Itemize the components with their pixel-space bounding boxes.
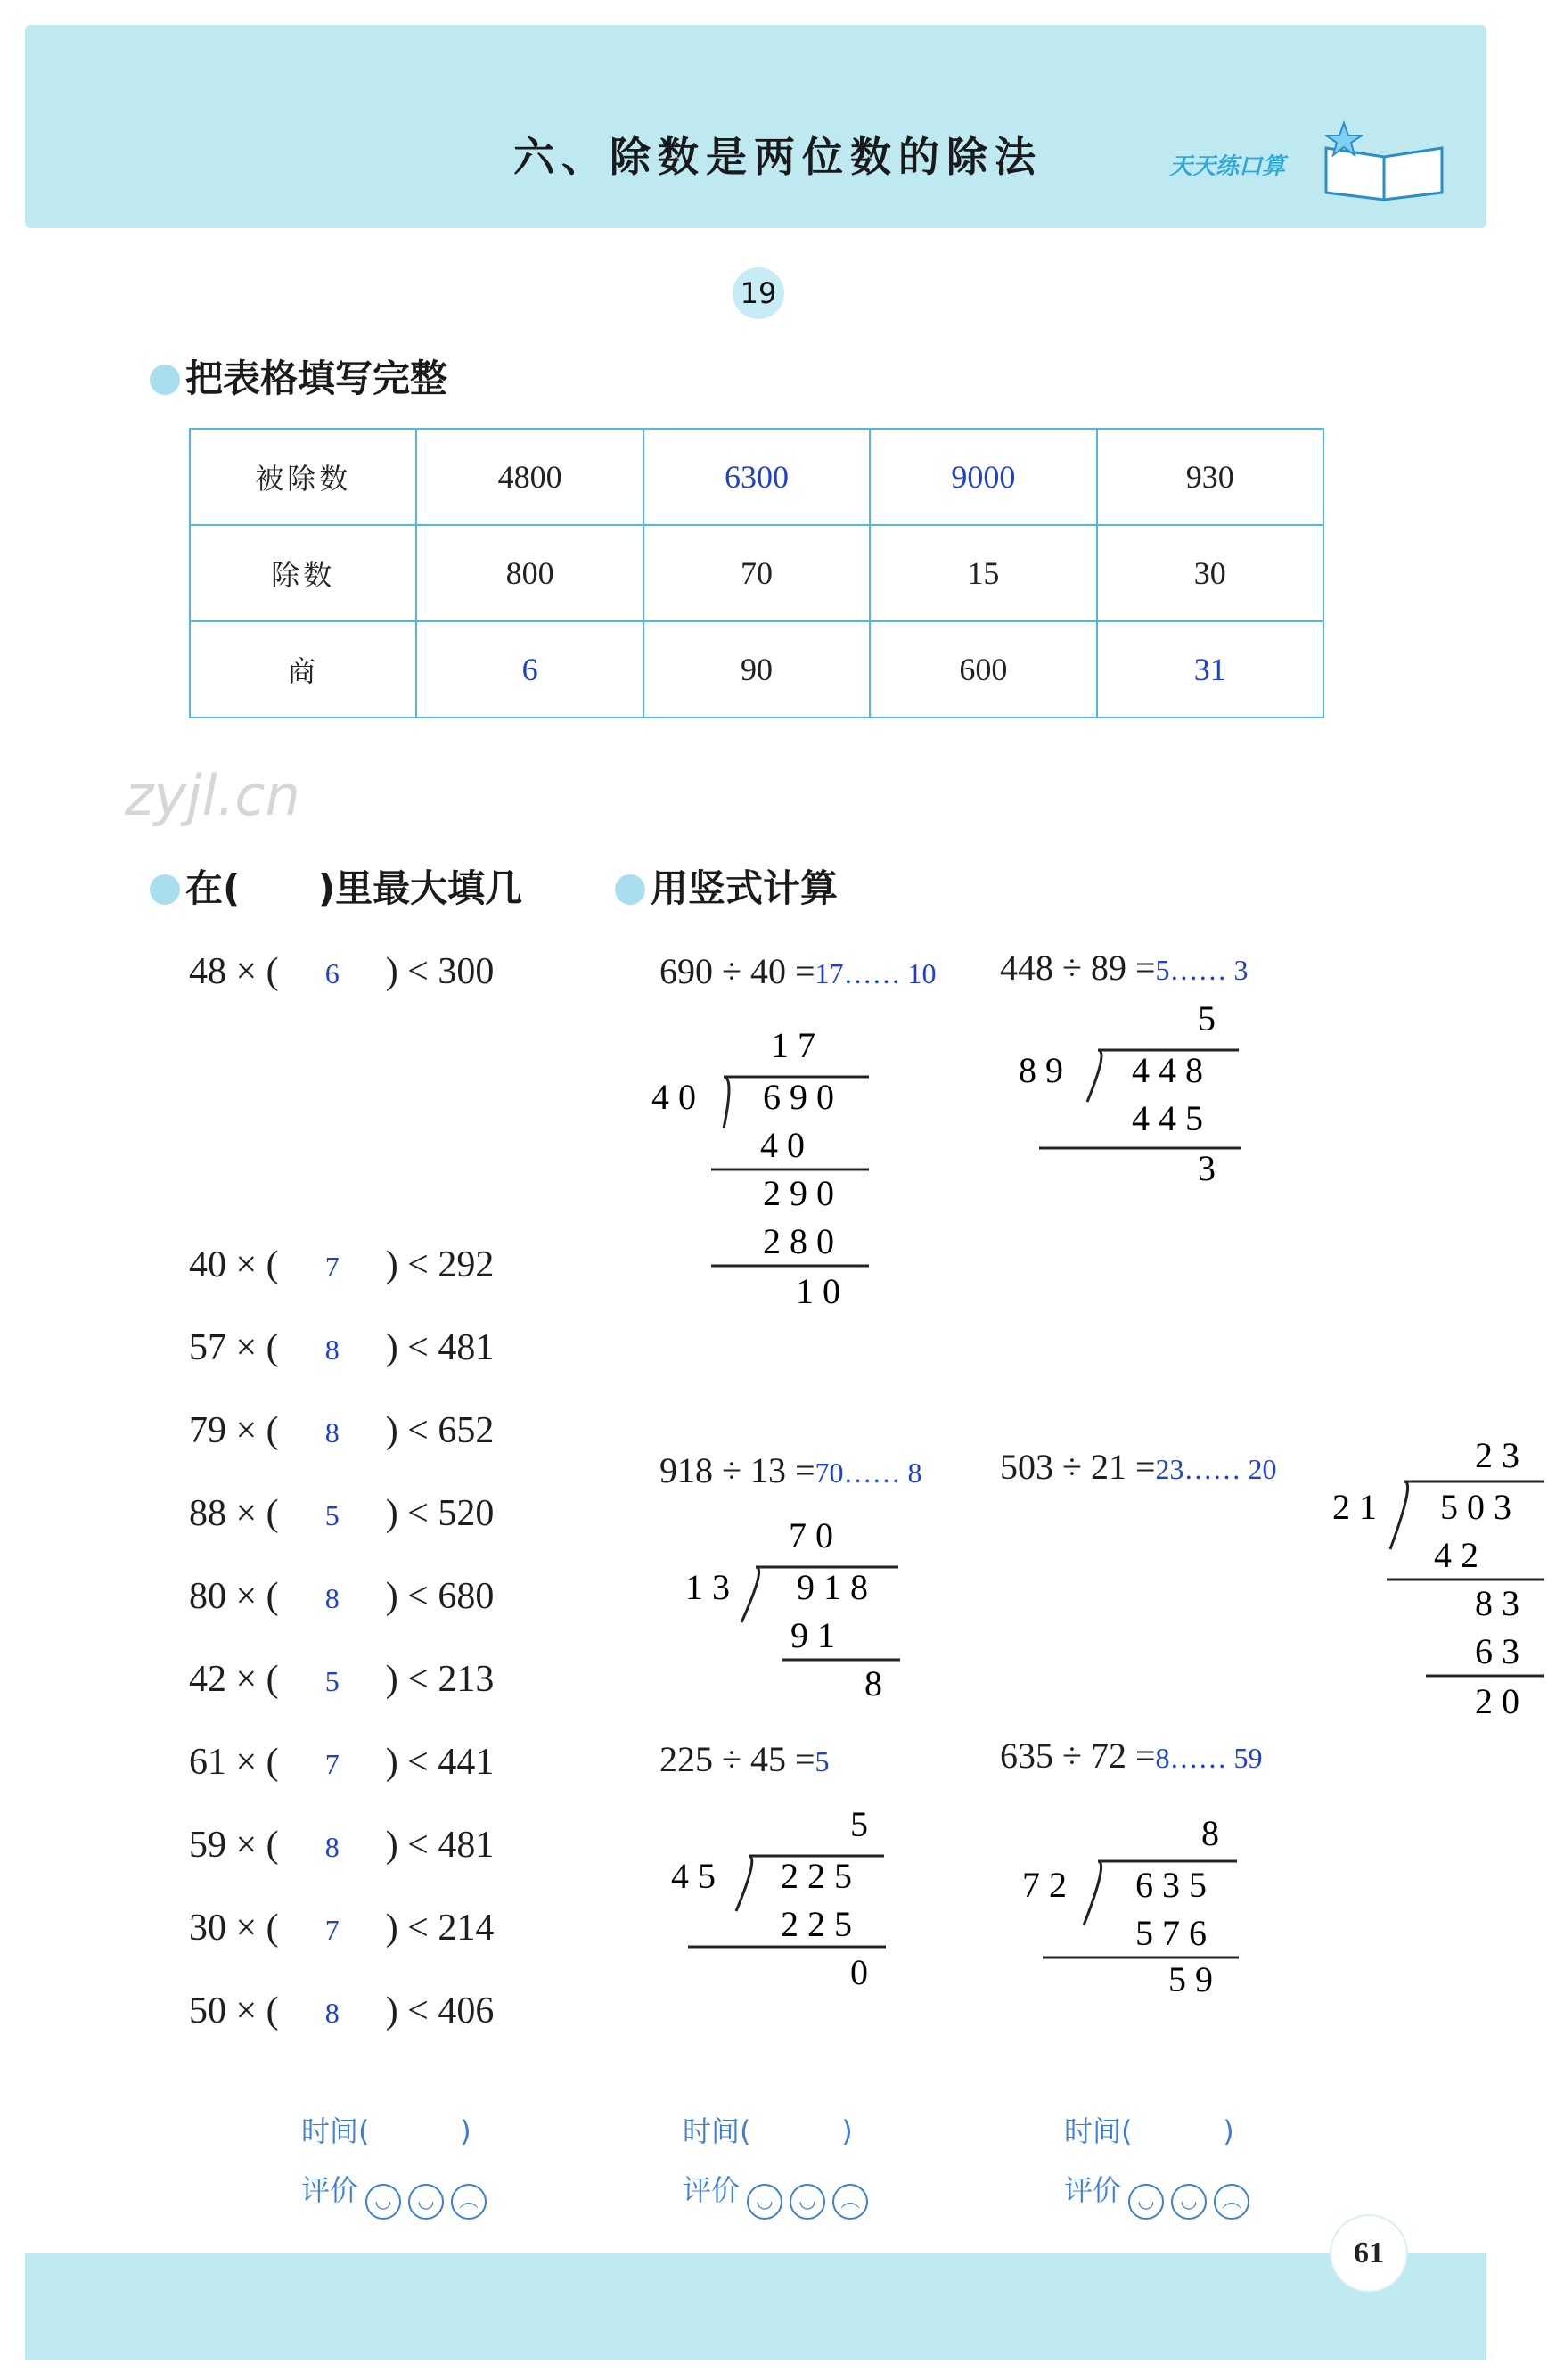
book-icon bbox=[1317, 112, 1451, 201]
sad-face-icon: ︵ bbox=[1214, 2184, 1249, 2220]
division-table bbox=[189, 428, 1324, 718]
inequality-item: 59 × ( 8 ) < 481 bbox=[189, 1825, 495, 1866]
long-division-918-13 bbox=[659, 1506, 927, 1720]
ld-step: 6 3 bbox=[1475, 1631, 1519, 1671]
sad-face-icon: ︵ bbox=[451, 2184, 487, 2220]
table-cell: 930 bbox=[1097, 429, 1323, 525]
page-badge: 19 bbox=[733, 267, 784, 319]
ld-dividend: 9 1 8 bbox=[797, 1567, 868, 1607]
row-label: 商 bbox=[190, 621, 416, 718]
table-cell: 15 bbox=[870, 525, 1096, 621]
ld-step: 1 0 bbox=[796, 1271, 840, 1311]
inequality-item: 61 × ( 7 ) < 441 bbox=[189, 1742, 495, 1783]
ld-step: 0 bbox=[850, 1952, 868, 1992]
time-field: 时间( ) bbox=[1064, 2114, 1234, 2148]
long-division-448-89 bbox=[998, 989, 1265, 1203]
ld-quotient: 1 7 bbox=[771, 1025, 815, 1065]
long-division-635-72 bbox=[1003, 1804, 1271, 2018]
time-field: 时间( ) bbox=[301, 2114, 471, 2148]
section-title-fill: 在( )里最大填几 bbox=[150, 859, 522, 913]
ld-dividend: 2 2 5 bbox=[781, 1856, 852, 1896]
inequality-item: 88 × ( 5 ) < 520 bbox=[189, 1493, 495, 1534]
table-cell: 90 bbox=[643, 621, 870, 718]
ld-dividend: 6 3 5 bbox=[1135, 1865, 1207, 1905]
ld-step: 3 bbox=[1198, 1148, 1216, 1188]
smiley-face-icon: ◡ bbox=[365, 2184, 401, 2220]
table-cell: 30 bbox=[1097, 525, 1323, 621]
ld-quotient: 2 3 bbox=[1475, 1435, 1519, 1475]
ld-step: 9 1 bbox=[790, 1615, 835, 1655]
table-cell: 4800 bbox=[416, 429, 643, 525]
evaluation-row: 评价 ◡ ◡ ︵ bbox=[1064, 2168, 1249, 2220]
smiley-face-icon: ◡ bbox=[1128, 2184, 1164, 2220]
long-division-225-45 bbox=[651, 1795, 918, 2009]
ld-quotient: 7 0 bbox=[789, 1515, 833, 1555]
ld-quotient: 5 bbox=[850, 1804, 868, 1844]
sad-face-icon: ︵ bbox=[832, 2184, 868, 2220]
pencil-icon bbox=[150, 365, 180, 395]
long-division-690-40 bbox=[624, 1016, 891, 1319]
row-label: 除数 bbox=[190, 525, 416, 621]
ld-quotient: 5 bbox=[1198, 998, 1216, 1038]
inequality-item: 40 × ( 7 ) < 292 bbox=[189, 1244, 495, 1285]
division-equation: 635 ÷ 72 =8…… 59 bbox=[1000, 1736, 1263, 1776]
division-equation: 225 ÷ 45 =5 bbox=[659, 1739, 830, 1779]
inequality-item: 80 × ( 8 ) < 680 bbox=[189, 1576, 495, 1617]
inequality-item: 48 × ( 6 ) < 300 bbox=[189, 951, 495, 992]
table-row bbox=[190, 525, 1323, 621]
answer-cell: 9000 bbox=[870, 429, 1096, 525]
smiley-face-icon: ◡ bbox=[408, 2184, 444, 2220]
ld-quotient: 8 bbox=[1201, 1813, 1219, 1853]
ld-step: 4 0 bbox=[760, 1125, 805, 1165]
section-title-vertical: 用竖式计算 bbox=[615, 859, 838, 913]
page-title: 六、除数是两位数的除法 bbox=[513, 133, 1043, 181]
inequality-item: 42 × ( 5 ) < 213 bbox=[189, 1659, 495, 1700]
smiley-face-icon: ◡ bbox=[747, 2184, 782, 2220]
pencil-icon bbox=[615, 874, 645, 905]
ld-step: 2 9 0 bbox=[763, 1173, 834, 1213]
division-equation: 918 ÷ 13 =70…… 8 bbox=[659, 1450, 922, 1490]
ld-step: 2 2 5 bbox=[781, 1904, 852, 1944]
ld-dividend: 4 4 8 bbox=[1132, 1050, 1203, 1090]
page-number: 61 bbox=[1330, 2214, 1408, 2293]
table-cell: 800 bbox=[416, 525, 643, 621]
ld-step: 8 3 bbox=[1475, 1583, 1519, 1623]
long-division-503-21 bbox=[1310, 1426, 1551, 1729]
watermark: zyjl.cn bbox=[125, 763, 300, 828]
row-label: 被除数 bbox=[190, 429, 416, 525]
inequality-item: 30 × ( 7 ) < 214 bbox=[189, 1908, 495, 1949]
ld-divisor: 4 5 bbox=[671, 1856, 716, 1896]
inequality-item: 79 × ( 8 ) < 652 bbox=[189, 1410, 495, 1451]
inequality-item: 50 × ( 8 ) < 406 bbox=[189, 1990, 495, 2031]
smiley-face-icon: ◡ bbox=[790, 2184, 825, 2220]
answer-cell: 6300 bbox=[643, 429, 870, 525]
answer-cell: 31 bbox=[1097, 621, 1323, 718]
table-cell: 600 bbox=[870, 621, 1096, 718]
ld-divisor: 1 3 bbox=[685, 1567, 730, 1607]
ld-step: 4 4 5 bbox=[1132, 1098, 1203, 1138]
footer-banner bbox=[25, 2253, 1486, 2360]
time-field: 时间( ) bbox=[683, 2114, 853, 2148]
ld-step: 5 7 6 bbox=[1135, 1913, 1207, 1953]
ld-divisor: 8 9 bbox=[1019, 1050, 1063, 1090]
table-cell: 70 bbox=[643, 525, 870, 621]
brand-label: 天天练口算 bbox=[1169, 153, 1286, 180]
ld-step: 2 8 0 bbox=[763, 1221, 834, 1261]
smiley-face-icon: ◡ bbox=[1171, 2184, 1207, 2220]
table-row bbox=[190, 429, 1323, 525]
evaluation-row: 评价 ◡ ◡ ︵ bbox=[301, 2168, 487, 2220]
ld-dividend: 5 0 3 bbox=[1440, 1487, 1511, 1527]
answer-cell: 6 bbox=[416, 621, 643, 718]
section-title-table: 把表格填写完整 bbox=[150, 349, 447, 403]
division-equation: 448 ÷ 89 =5…… 3 bbox=[1000, 948, 1249, 988]
ld-divisor: 2 1 bbox=[1332, 1487, 1377, 1527]
ld-divisor: 7 2 bbox=[1022, 1865, 1067, 1905]
ld-step: 8 bbox=[864, 1663, 882, 1703]
ld-step: 2 0 bbox=[1475, 1681, 1519, 1721]
evaluation-row: 评价 ◡ ◡ ︵ bbox=[683, 2168, 868, 2220]
division-equation: 690 ÷ 40 =17…… 10 bbox=[659, 951, 937, 991]
pencil-icon bbox=[150, 874, 180, 905]
inequality-item: 57 × ( 8 ) < 481 bbox=[189, 1327, 495, 1368]
ld-step: 5 9 bbox=[1168, 1959, 1213, 1999]
ld-dividend: 6 9 0 bbox=[763, 1077, 834, 1117]
division-equation: 503 ÷ 21 =23…… 20 bbox=[1000, 1447, 1277, 1487]
ld-step: 4 2 bbox=[1434, 1535, 1478, 1575]
table-row bbox=[190, 621, 1323, 718]
ld-divisor: 4 0 bbox=[651, 1077, 696, 1117]
